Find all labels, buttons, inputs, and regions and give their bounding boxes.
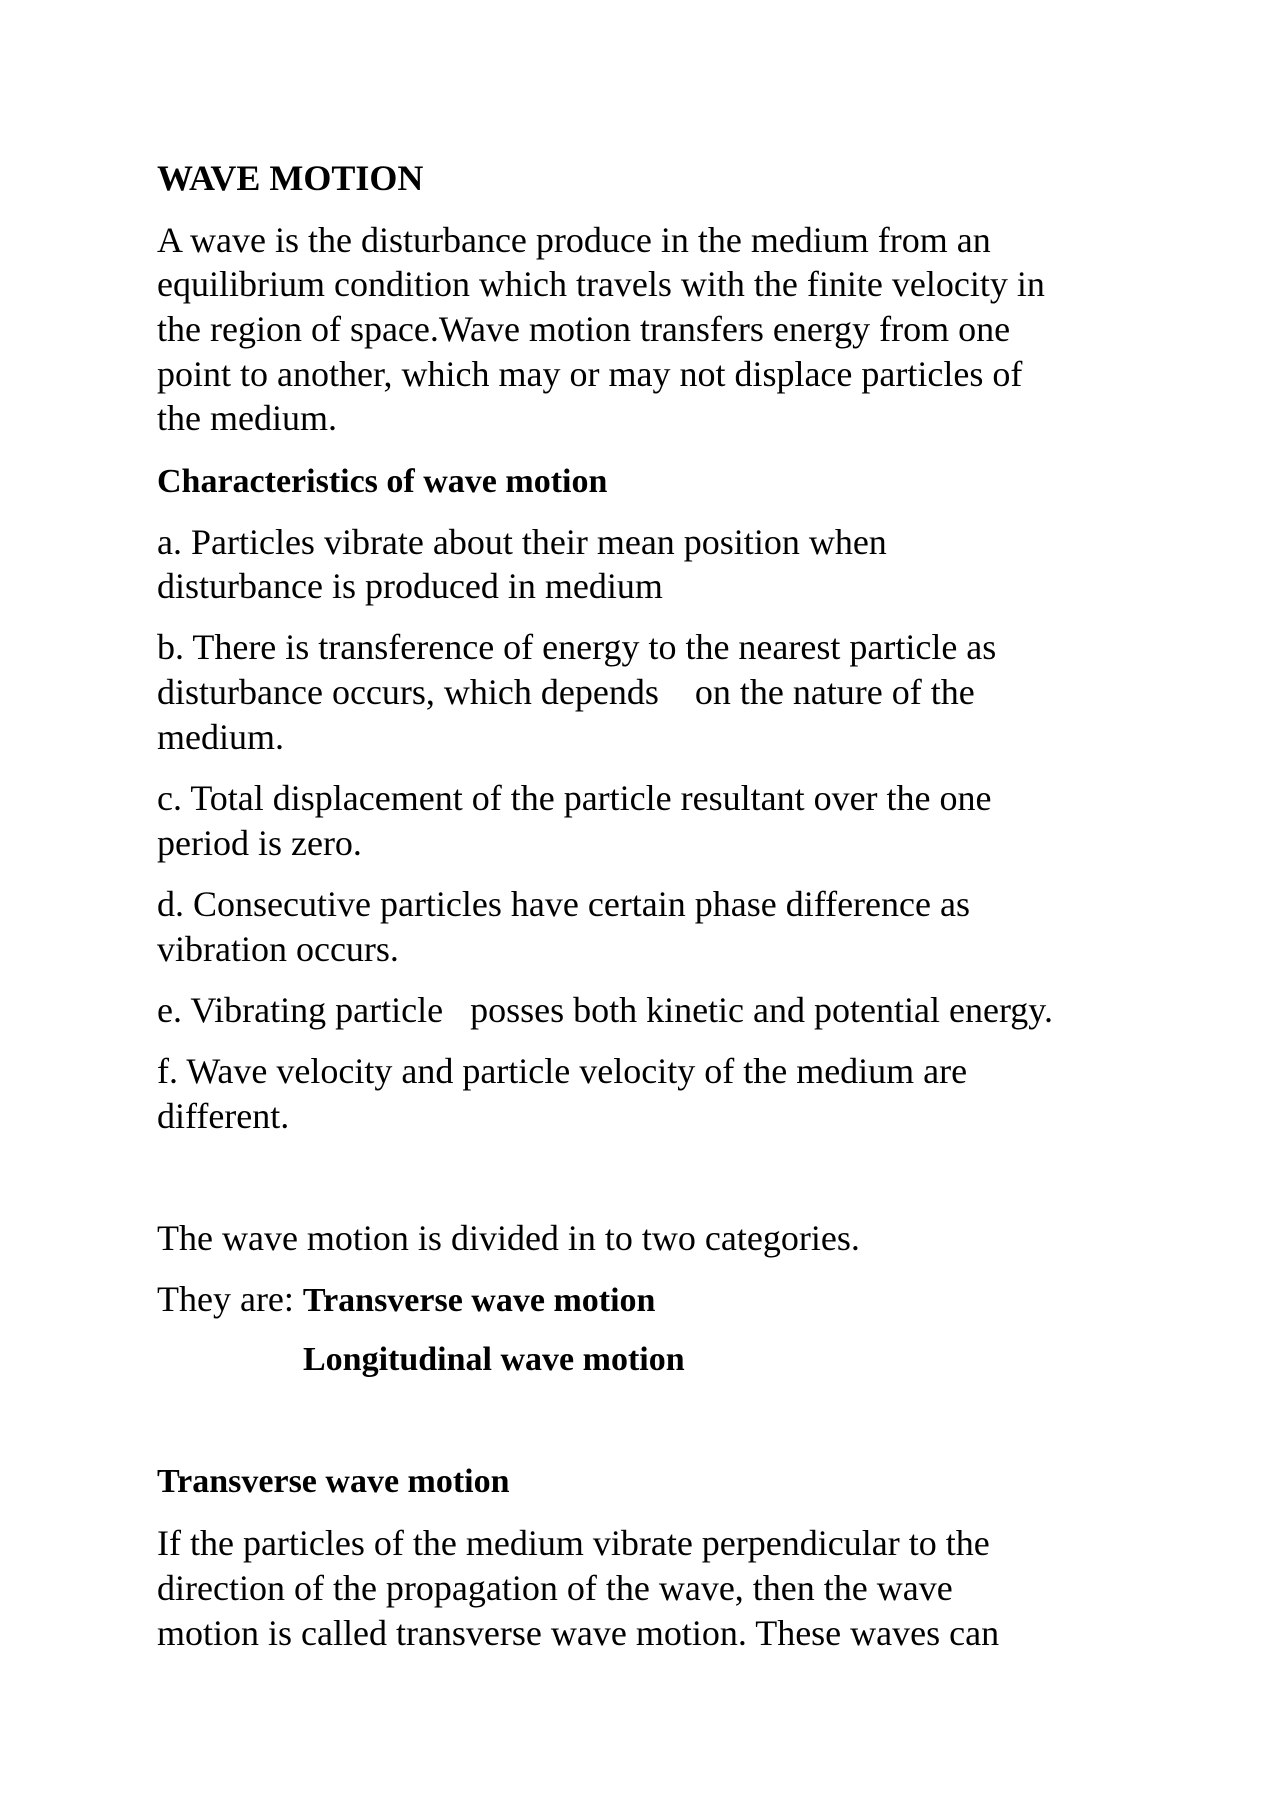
item-c-line-1: c. Total displacement of the particle resultant over the one	[157, 778, 992, 818]
categories-intro: The wave motion is divided in to two categories.	[157, 1218, 860, 1258]
category-transverse: Transverse wave motion	[302, 1282, 656, 1319]
intro-line-1: A wave is the disturbance produce in the medium from an	[157, 220, 991, 260]
item-f-line-2: different.	[157, 1096, 290, 1136]
item-a-line-1: a. Particles vibrate about their mean position when	[157, 522, 887, 562]
item-c-line-2: period is zero.	[157, 823, 362, 863]
transverse-heading: Transverse wave motion	[157, 1463, 510, 1500]
item-d-line-1: d. Consecutive particles have certain phase difference as	[157, 884, 970, 924]
item-b-line-3: medium.	[157, 717, 284, 757]
item-e-line-1: e. Vibrating particle posses both kinetic and potential energy.	[157, 990, 1053, 1030]
item-a-line-2: disturbance is produced in medium	[157, 566, 663, 606]
intro-line-3: the region of space.Wave motion transfers energy from one	[157, 309, 1011, 349]
item-f-line-1: f. Wave velocity and particle velocity of the medium are	[157, 1051, 968, 1091]
item-b-line-1: b. There is transference of energy to the nearest particle as	[157, 627, 997, 667]
they-are-line	[157, 1277, 655, 1323]
item-b-line-2: disturbance occurs, which depends on the nature of the	[157, 672, 975, 712]
characteristics-heading: Characteristics of wave motion	[157, 463, 608, 500]
item-d-line-2: vibration occurs.	[157, 929, 399, 969]
intro-line-2: equilibrium condition which travels with the finite velocity in	[157, 264, 1045, 304]
transverse-line-1: If the particles of the medium vibrate perpendicular to the	[157, 1523, 990, 1563]
they-are-label: They are:	[157, 1279, 303, 1319]
page-title: WAVE MOTION	[157, 158, 424, 198]
intro-line-4: point to another, which may or may not displace particles of	[157, 354, 1023, 394]
transverse-line-2: direction of the propagation of the wave, then the wave	[157, 1568, 953, 1608]
transverse-line-3: motion is called transverse wave motion. These waves can	[157, 1613, 1000, 1653]
intro-line-5: the medium.	[157, 398, 337, 438]
category-longitudinal: Longitudinal wave motion	[303, 1341, 685, 1378]
